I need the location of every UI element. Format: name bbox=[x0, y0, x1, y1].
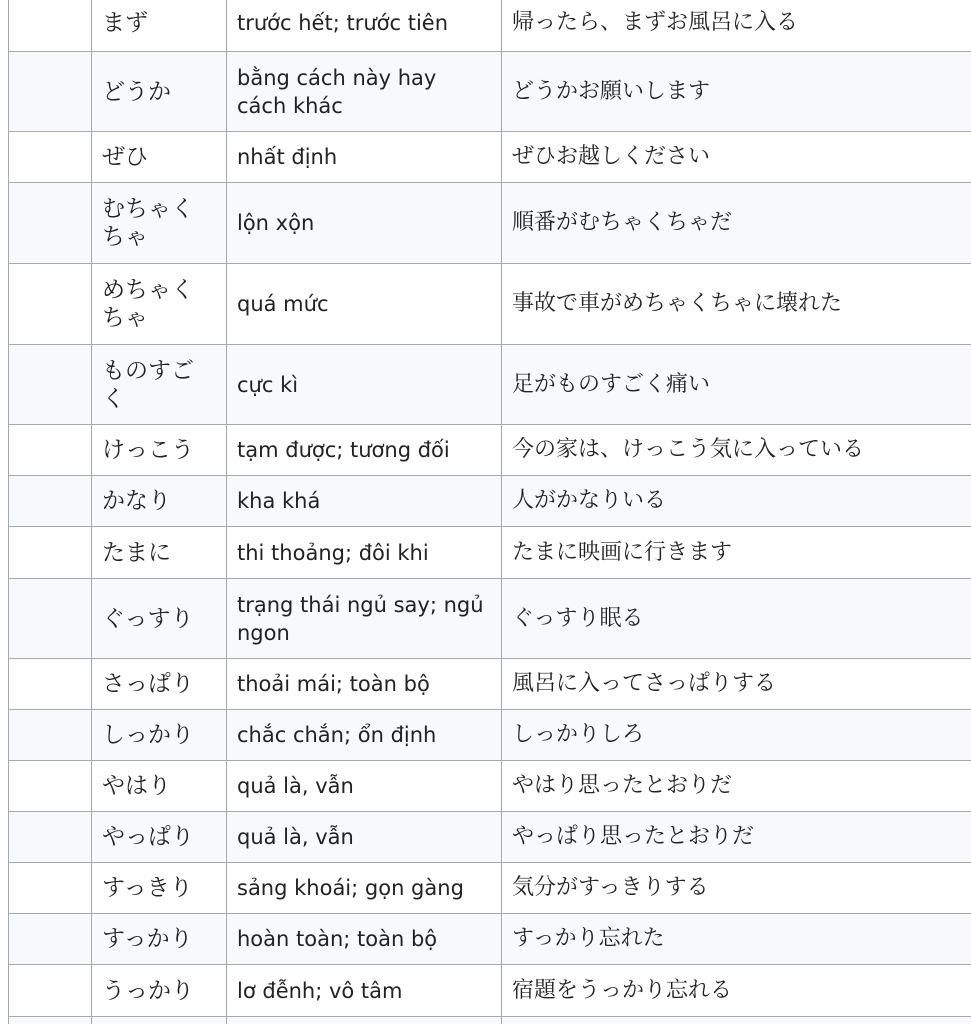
index-cell bbox=[9, 0, 92, 52]
meaning-cell: kha khá bbox=[227, 476, 502, 527]
table-row bbox=[9, 812, 971, 863]
term-cell: すっきり bbox=[92, 863, 227, 914]
meaning-cell: quả là, vẫn bbox=[227, 812, 502, 863]
meaning-cell bbox=[227, 1017, 502, 1024]
term-cell: やっぱり bbox=[92, 812, 227, 863]
example-cell: すっかり忘れた bbox=[502, 914, 971, 965]
meaning-cell: hoàn toàn; toàn bộ bbox=[227, 914, 502, 965]
meaning-cell: chắc chắn; ổn định bbox=[227, 710, 502, 761]
term-cell: ぐっすり bbox=[92, 579, 227, 659]
term-cell: すっかり bbox=[92, 914, 227, 965]
term-cell: けっこう bbox=[92, 425, 227, 476]
term-cell: ものすごく bbox=[92, 345, 227, 425]
meaning-cell: quả là, vẫn bbox=[227, 761, 502, 812]
example-cell: 足がものすごく痛い bbox=[502, 345, 971, 425]
index-cell bbox=[9, 52, 92, 132]
index-cell bbox=[9, 863, 92, 914]
table-row bbox=[9, 0, 971, 52]
vocabulary-table bbox=[8, 0, 971, 1024]
term-cell: やはり bbox=[92, 761, 227, 812]
meaning-cell: nhất định bbox=[227, 132, 502, 183]
index-cell bbox=[9, 761, 92, 812]
term-cell: さっぱり bbox=[92, 659, 227, 710]
example-cell: 今の家は、けっこう気に入っている bbox=[502, 425, 971, 476]
example-cell: どうかお願いします bbox=[502, 52, 971, 132]
example-cell: 風呂に入ってさっぱりする bbox=[502, 659, 971, 710]
table-row bbox=[9, 965, 971, 1017]
index-cell bbox=[9, 264, 92, 345]
meaning-cell: trước hết; trước tiên bbox=[227, 0, 502, 52]
example-cell: 事故で車がめちゃくちゃに壊れた bbox=[502, 264, 971, 345]
example-cell: 気分がすっきりする bbox=[502, 863, 971, 914]
meaning-cell: thoải mái; toàn bộ bbox=[227, 659, 502, 710]
meaning-cell: quá mức bbox=[227, 264, 502, 345]
table-row bbox=[9, 52, 971, 132]
meaning-cell: trạng thái ngủ say; ngủ ngon bbox=[227, 579, 502, 659]
index-cell bbox=[9, 527, 92, 579]
term-cell: かなり bbox=[92, 476, 227, 527]
example-cell: しっかりしろ bbox=[502, 710, 971, 761]
index-cell bbox=[9, 914, 92, 965]
table-row bbox=[9, 914, 971, 965]
meaning-cell: bằng cách này hay cách khác bbox=[227, 52, 502, 132]
example-cell: ぐっすり眠る bbox=[502, 579, 971, 659]
example-cell: やっぱり思ったとおりだ bbox=[502, 812, 971, 863]
example-cell: 人がかなりいる bbox=[502, 476, 971, 527]
meaning-cell: cực kì bbox=[227, 345, 502, 425]
table-row bbox=[9, 710, 971, 761]
table-row bbox=[9, 476, 971, 527]
table-row bbox=[9, 345, 971, 425]
table-row bbox=[9, 425, 971, 476]
index-cell bbox=[9, 345, 92, 425]
term-cell: たまに bbox=[92, 527, 227, 579]
table-row bbox=[9, 863, 971, 914]
example-cell: 順番がむちゃくちゃだ bbox=[502, 183, 971, 264]
term-cell: ぜひ bbox=[92, 132, 227, 183]
example-cell: たまに映画に行きます bbox=[502, 527, 971, 579]
term-cell: うっかり bbox=[92, 965, 227, 1017]
table-row bbox=[9, 132, 971, 183]
table-row bbox=[9, 579, 971, 659]
table-row bbox=[9, 659, 971, 710]
term-cell: どうか bbox=[92, 52, 227, 132]
meaning-cell: tạm được; tương đối bbox=[227, 425, 502, 476]
term-cell: しっかり bbox=[92, 710, 227, 761]
example-cell: やはり思ったとおりだ bbox=[502, 761, 971, 812]
vocabulary-table-body bbox=[9, 0, 971, 1024]
index-cell bbox=[9, 965, 92, 1017]
index-cell bbox=[9, 710, 92, 761]
index-cell bbox=[9, 183, 92, 264]
term-cell bbox=[92, 1017, 227, 1024]
example-cell: 宿題をうっかり忘れる bbox=[502, 965, 971, 1017]
table-row bbox=[9, 264, 971, 345]
meaning-cell: lơ đễnh; vô tâm bbox=[227, 965, 502, 1017]
meaning-cell: sảng khoái; gọn gàng bbox=[227, 863, 502, 914]
table-row bbox=[9, 761, 971, 812]
meaning-cell: lộn xộn bbox=[227, 183, 502, 264]
index-cell bbox=[9, 132, 92, 183]
index-cell bbox=[9, 579, 92, 659]
index-cell bbox=[9, 1017, 92, 1024]
term-cell: むちゃくちゃ bbox=[92, 183, 227, 264]
meaning-cell: thi thoảng; đôi khi bbox=[227, 527, 502, 579]
index-cell bbox=[9, 476, 92, 527]
index-cell bbox=[9, 425, 92, 476]
table-row bbox=[9, 527, 971, 579]
table-row bbox=[9, 183, 971, 264]
example-cell: ぜひお越しください bbox=[502, 132, 971, 183]
index-cell bbox=[9, 812, 92, 863]
example-cell: 帰ったら、まずお風呂に入る bbox=[502, 0, 971, 52]
term-cell: めちゃくちゃ bbox=[92, 264, 227, 345]
term-cell: まず bbox=[92, 0, 227, 52]
table-row bbox=[9, 1017, 971, 1024]
index-cell bbox=[9, 659, 92, 710]
example-cell bbox=[502, 1017, 971, 1024]
